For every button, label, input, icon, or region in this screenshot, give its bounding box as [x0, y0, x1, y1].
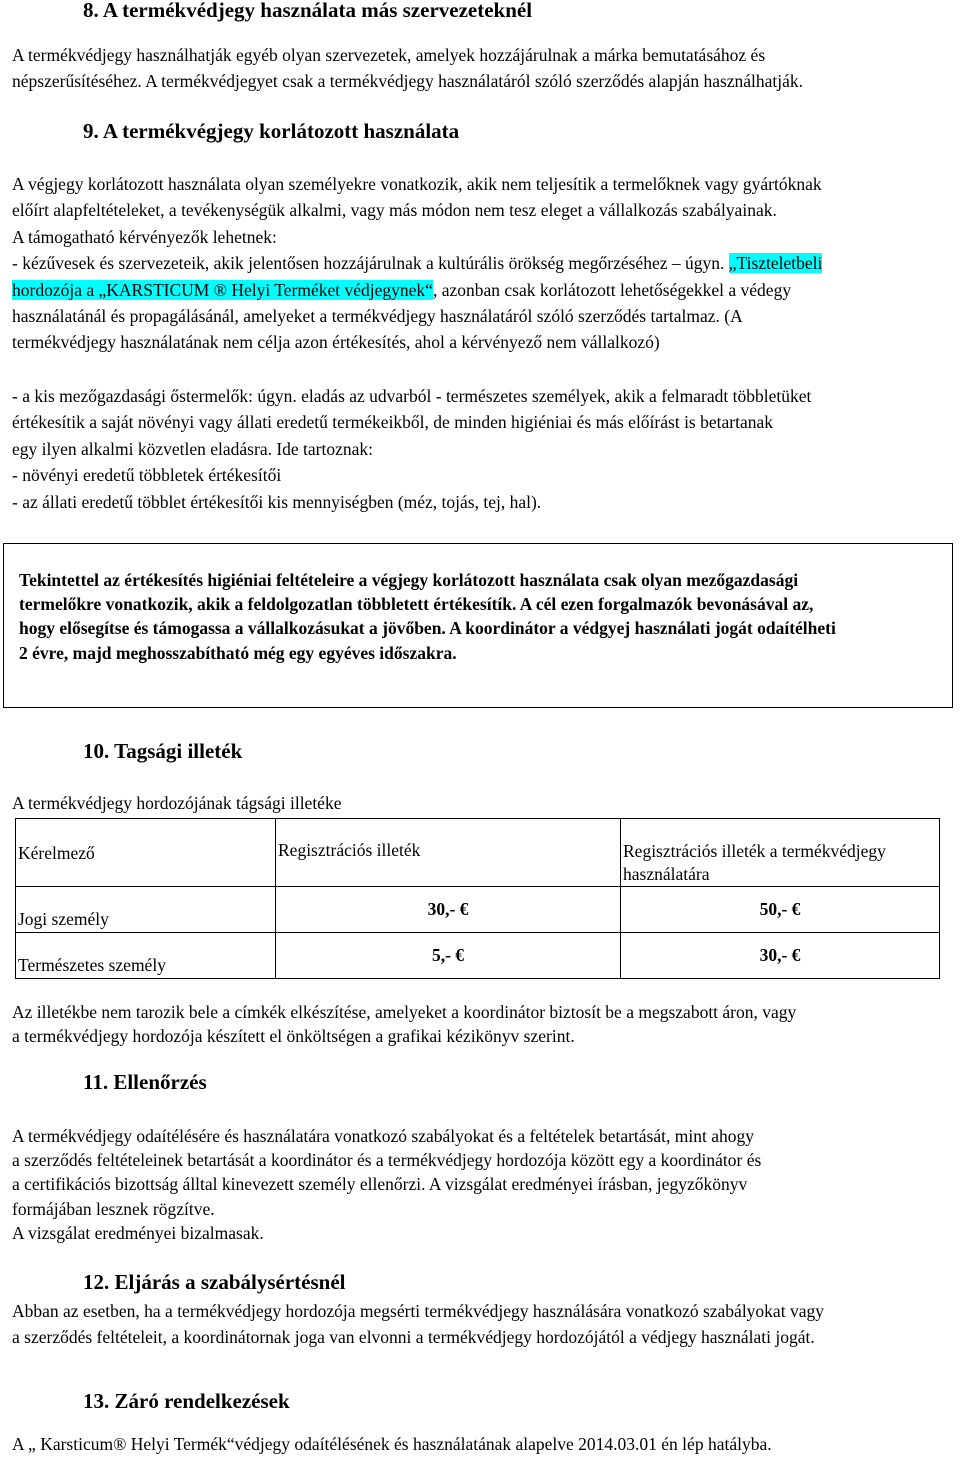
table-header-cell: Regisztrációs illeték a termékvédjegy használatára: [621, 819, 940, 887]
notice-line: 2 évre, majd meghosszabítható még egy egyéves időszakra.: [19, 642, 457, 663]
table-row: [16, 933, 940, 979]
table-cell: Jogi személy: [16, 887, 276, 933]
notice-line: hogy elősegítse és támogassa a vállalkozásukat a jövőben. A koordinátor a védgyej használati jogát odaítélheti: [19, 618, 836, 639]
paragraph-line: értékesítik a saját növényi vagy állati eredetű termékeikből, de minden higiéniai és más előírást is betartanak: [12, 412, 773, 433]
table-cell: 30,- €: [276, 887, 621, 933]
paragraph-line: Abban az esetben, ha a termékvédjegy hordozója megsérti termékvédjegy használására vonatkozó szabályokat vagy: [12, 1301, 824, 1321]
paragraph-line: A termékvédjegy használhatják egyéb olyan szervezetek, amelyek hozzájárulnak a márka bemutatásához és: [12, 45, 766, 65]
section-12-heading: 12. Eljárás a szabálysértésnél: [83, 1270, 346, 1294]
paragraph-line: - a kis mezőgazdasági őstermelők: úgyn. eladás az udvarból - természetes személyek, akik a felmaradt többletüket: [12, 386, 812, 406]
section-12-text: [12, 1298, 824, 1351]
paragraph-line: A végjegy korlátozott használata olyan személyekre vonatkozik, akik nem teljesítik a termelőknek vagy gyártóknak: [12, 174, 822, 194]
section-8-text: [12, 42, 803, 95]
section-9-list: [12, 383, 811, 515]
paragraph-line: termékvédjegy használatának nem célja azon értékesítés, ahol a kérvényező nem vállalkozó): [12, 332, 660, 353]
list-item: - az állati eredetű többlet értékesítői kis mennyiségben (méz, tojás, tej, hal).: [12, 491, 542, 512]
table-row: [16, 887, 940, 933]
table-cell: Természetes személy: [16, 933, 276, 979]
list-item: - növényi eredetű többletek értékesítői: [12, 465, 282, 486]
table-cell: 30,- €: [621, 933, 940, 979]
table-cell: 5,- €: [276, 933, 621, 979]
highlighted-text: „Tiszteletbeli: [728, 253, 823, 274]
paragraph-line: formájában lesznek rögzítve.: [12, 1198, 215, 1219]
table-header-cell: Regisztrációs illeték: [276, 819, 621, 887]
section-13-text: A „ Karsticum® Helyi Termék“védjegy odaítélésének és használatának alapelve 2014.03.01 én lép hatályba.: [12, 1434, 772, 1454]
section-11-heading: 11. Ellenőrzés: [83, 1070, 207, 1094]
section-9-heading: 9. A termékvégjegy korlátozott használata: [83, 119, 460, 143]
notice-line: Tekintettel az értékesítés higiéniai feltételeire a végjegy korlátozott használata csak olyan mezőgazdasági: [19, 570, 799, 590]
paragraph-line: A támogatható kérvényezők lehetnek:: [12, 226, 277, 247]
section-13-heading: 13. Záró rendelkezések: [83, 1389, 290, 1413]
notice-line: termelőkre vonatkozik, akik a feldolgozatlan többletett értékesítík. A cél ezen forgalmazók bevonásával az,: [19, 594, 814, 615]
paragraph-line: használatánál és propagálásánál, amelyeket a termékvédjegy használatáról szóló szerződés tartalmaz. (A: [12, 306, 743, 327]
paragraph-line: egy ilyen alkalmi közvetlen eladásra. Ide tartoznak:: [12, 438, 374, 459]
table-cell: 50,- €: [621, 887, 940, 933]
fee-table: [15, 818, 940, 979]
notice-text: [19, 568, 836, 665]
section-10-heading: 10. Tagsági illeték: [83, 739, 243, 763]
section-8-heading: 8. A termékvédjegy használata más szervezeteknél: [83, 0, 533, 22]
paragraph-line: a szerződés feltételeit, a koordinátornak joga van elvonni a termékvédjegy hordozójától a védjegy használati jogát.: [12, 1327, 815, 1348]
table-header-row: [16, 819, 940, 887]
paragraph-line: a szerződés feltételeinek betartását a koordinátor és a termékvédjegy hordozója között egy a koordinátor és: [12, 1150, 762, 1171]
paragraph-line: a termékvédjegy hordozója készített el önköltségen a grafikai kézikönyv szerint.: [12, 1026, 575, 1047]
paragraph-line: , azonban csak korlátozott lehetőségekkel a védegy: [432, 279, 792, 300]
paragraph-line: a certifikációs bizottság álltal kinevezett személy ellenőrzi. A vizsgálat eredményei írásban, jegyzőkönyv: [12, 1174, 748, 1195]
paragraph-line: - kézűvesek és szervezeteik, akik jelentősen hozzájárulnak a kultúrális örökség megőrzéséhez – úgyn.: [12, 253, 729, 274]
paragraph-line: népszerűsítéséhez. A termékvédjegyet csak a termékvédjegy használatáról szóló szerződés alapján használhatják.: [12, 71, 804, 92]
paragraph-line: A vizsgálat eredményei bizalmasak.: [12, 1222, 264, 1243]
paragraph-line: A termékvédjegy odaítélésére és használatára vonatkozó szabályokat és a feltételek betartását, mint ahogy: [12, 1126, 754, 1146]
section-9-text: [12, 171, 822, 356]
fee-table-intro: A termékvédjegy hordozójának tágsági illetéke: [12, 793, 342, 813]
highlighted-text: hordozója a „KARSTICUM ® Helyi Terméket védjegynek“: [12, 279, 433, 300]
paragraph-line: Az illetékbe nem tarozik bele a címkék elkészítése, amelyeket a koordinátor biztosít be a megszabott áron, vagy: [12, 1002, 797, 1022]
fee-note: [12, 1000, 796, 1048]
table-header-cell: Kérelmező: [16, 819, 276, 887]
paragraph-line: előírt alapfeltételeket, a tevékenységük alkalmi, vagy más módon nem tesz eleget a vállalkozás szabályainak.: [12, 200, 777, 221]
section-11-text: [12, 1124, 761, 1245]
